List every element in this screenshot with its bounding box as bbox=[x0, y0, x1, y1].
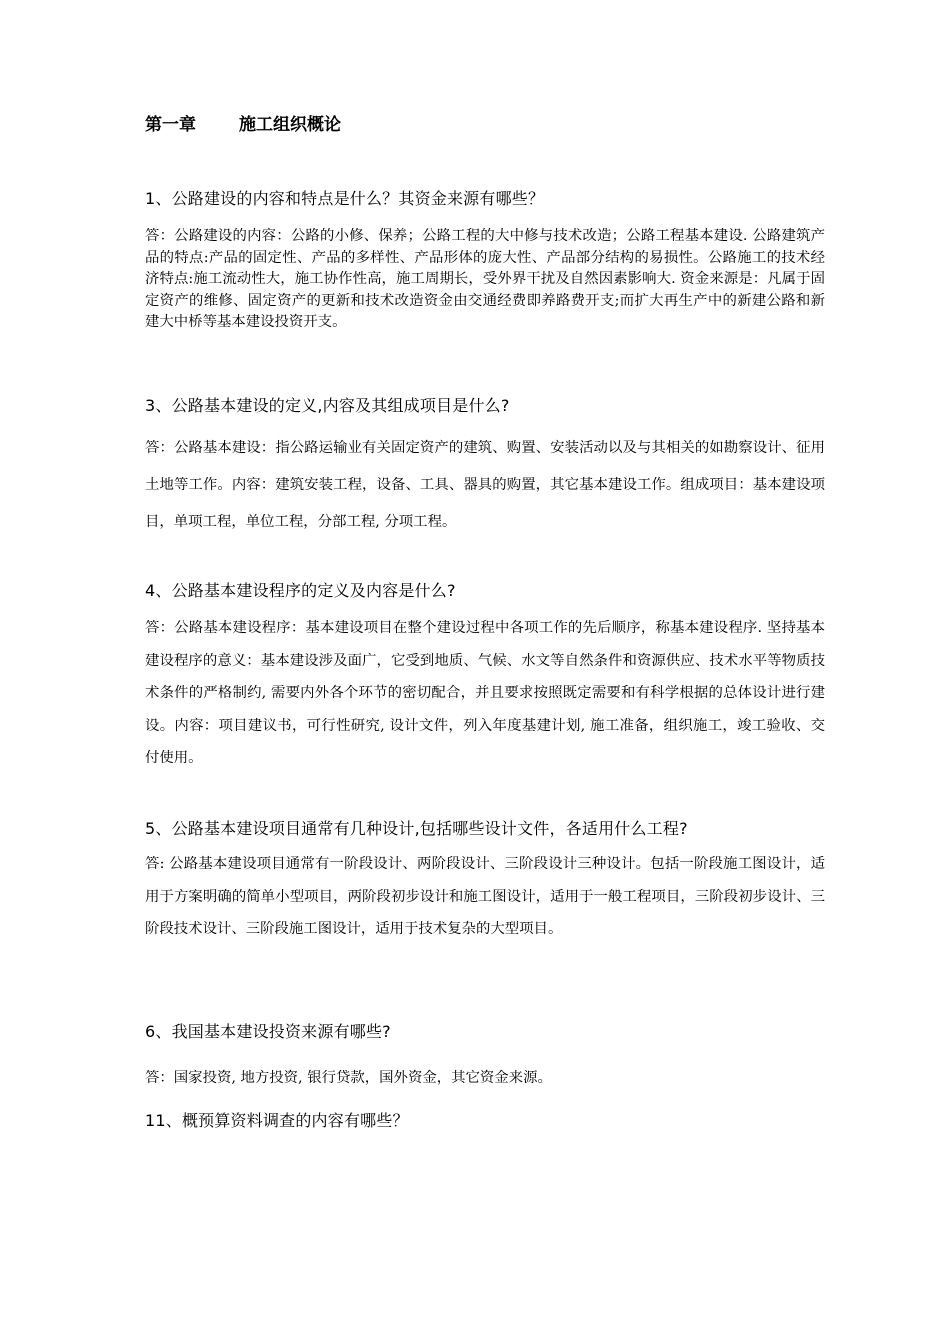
answer-6: 答：国家投资, 地方投资, 银行贷款，国外资金，其它资金来源。 bbox=[145, 1070, 552, 1086]
chapter-title: 施工组织概论 bbox=[239, 115, 341, 135]
answer-1: 答：公路建设的内容：公路的小修、保养；公路工程的大中修与技术改造；公路工程基本建设. 公路建筑产品的特点:产品的固定性、产品的多样性、产品形体的庞大性、产品部分结构的易损性。公路施工的技术经济特点:施工流动性大，施工协作性高，施工周期长，受外界干扰及自然因素影响大. 资金来源是：凡属于固定资产的维修、固定资产的更新和技术改造资金由交通经费即养路费开支;而扩大再生产中的新建公路和新建大中桥等基本建设投资开支。 bbox=[145, 228, 825, 331]
chapter-heading bbox=[145, 114, 341, 136]
question-6: 6、我国基本建设投资来源有哪些? bbox=[145, 1022, 391, 1041]
question-4: 4、公路基本建设程序的定义及内容是什么? bbox=[145, 581, 456, 600]
answer-5: 答: 公路基本建设项目通常有一阶段设计、两阶段设计、三阶段设计三种设计。包括一阶段施工图设计，适用于方案明确的简单小型项目，两阶段初步设计和施工图设计，适用于一般工程项目，三阶段初步设计、三阶段技术设计、三阶段施工图设计，适用于技术复杂的大型项目。 bbox=[145, 856, 825, 938]
answer-3: 答：公路基本建设：指公路运输业有关固定资产的建筑、购置、安装活动以及与其相关的如勘察设计、征用土地等工作。内容：建筑安装工程，设备、工具、器具的购置，其它基本建设工作。组成项目：基本建设项目，单项工程，单位工程，分部工程, 分项工程。 bbox=[145, 440, 825, 530]
question-5: 5、公路基本建设项目通常有几种设计,包括哪些设计文件，各适用什么工程? bbox=[145, 819, 688, 838]
answer-4: 答：公路基本建设程序：基本建设项目在整个建设过程中各项工作的先后顺序，称基本建设程序. 坚持基本建设程序的意义：基本建设涉及面广，它受到地质、气候、水文等自然条件和资源供应、技术水平等物质技术条件的严格制约, 需要内外各个环节的密切配合，并且要求按照既定需要和有科学根据的总体设计进行建设。内容：项目建议书，可行性研究, 设计文件，列入年度基建计划, 施工准备，组织施工，竣工验收、交付使用。 bbox=[145, 620, 825, 767]
question-1: 1、公路建设的内容和特点是什么？其资金来源有哪些？ bbox=[145, 189, 545, 208]
question-11: 11、概预算资料调查的内容有哪些？ bbox=[145, 1111, 409, 1130]
chapter-number: 第一章 bbox=[145, 115, 196, 135]
question-3: 3、公路基本建设的定义,内容及其组成项目是什么? bbox=[145, 396, 510, 415]
